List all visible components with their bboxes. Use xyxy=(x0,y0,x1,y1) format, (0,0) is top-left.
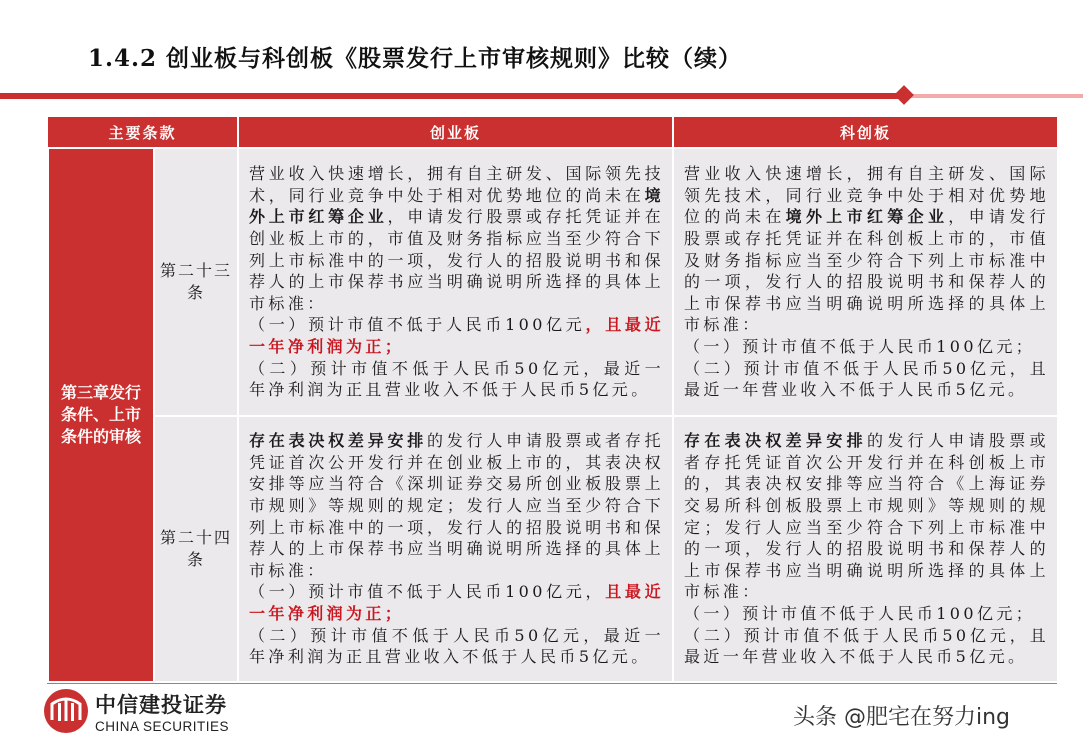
citic-emblem-icon xyxy=(43,688,89,734)
header-star-market: 科创板 xyxy=(673,117,1058,148)
table-row xyxy=(48,416,1058,682)
item-1: （一）预计市值不低于人民币100亿元， xyxy=(249,582,606,602)
logo-cn: 中信建投证券 xyxy=(95,692,227,717)
header-row xyxy=(48,117,1058,148)
text: 营业收入快速增长，拥有自主研发、国际领先技术，同行业竞争中处于相对优势地位的尚未在 xyxy=(249,164,665,205)
bold-text: 存在表决权差异安排 xyxy=(684,431,867,451)
title-divider xyxy=(0,93,905,99)
company-logo xyxy=(43,688,229,734)
header-main-clause: 主要条款 xyxy=(48,117,238,148)
table-row xyxy=(48,148,1058,416)
item-2: （二）预计市值不低于人民币50亿元，且最近一年营业收入不低于人民币5亿元。 xyxy=(684,625,1050,667)
comparison-table xyxy=(47,117,1059,683)
chinext-cell xyxy=(238,148,673,416)
text: ，申请发行股票或存托凭证并在创业板上市的，市值及财务指标应当至少符合下列上市标准中的一项，发行人的招股说明书和保荐人的上市保荐书应当明确说明所选择的具体上市标准： xyxy=(249,207,665,313)
bold-text: 存在表决权差异安排 xyxy=(249,431,428,451)
bold-text: 境外上市红筹企业 xyxy=(249,185,665,227)
title-divider-light xyxy=(905,94,1083,98)
text: 的发行人申请股票或者存托凭证首次公开发行并在科创板上市的，其表决权安排等应当符合《上海证券交易所科创板股票上市规则》等规则的规定；发行人应当至少符合下列上市标准中的一项，发行人的招股说明书和保荐人的上市保荐书应当明确说明所选择的具体上市标准： xyxy=(684,431,1050,602)
page-title: 1.4.2 创业板与科创板《股票发行上市审核规则》比较（续） xyxy=(88,45,743,72)
diamond-marker xyxy=(894,85,914,105)
item-2: （二）预计市值不低于人民币50亿元，且最近一年营业收入不低于人民币5亿元。 xyxy=(684,358,1050,400)
text: ，申请发行股票或存托凭证并在科创板上市的，市值及财务指标应当至少符合下列上市标准中的一项，发行人的招股说明书和保荐人的上市保荐书应当明确说明所选择的具体上市标准： xyxy=(684,207,1050,335)
article-cell: 第二十四条 xyxy=(154,416,238,682)
bold-text: 境外上市红筹企业 xyxy=(785,207,949,227)
item-1: （一）预计市值不低于人民币100亿元； xyxy=(684,603,1036,623)
text: 营业收入快速增长，拥有自主研发、国际领先技术，同行业竞争中处于相对优势地位的尚未在 xyxy=(684,164,1050,227)
highlight-text: ，且最近一年净利润为正； xyxy=(249,315,665,356)
chinext-cell xyxy=(238,416,673,682)
chapter-cell: 第三章发行条件、上市条件的审核 xyxy=(48,148,154,682)
star-market-cell xyxy=(673,148,1058,416)
highlight-text: 且最近一年净利润为正； xyxy=(249,582,665,623)
article-cell: 第二十三条 xyxy=(154,148,238,416)
item-2: （二）预计市值不低于人民币50亿元，最近一年净利润为正且营业收入不低于人民币5亿元。 xyxy=(249,358,665,400)
star-market-cell xyxy=(673,416,1058,682)
text: 的发行人申请股票或者存托凭证首次公开发行并在创业板上市的，其表决权安排等应当符合《深圳证券交易所创业板股票上市规则》等规则的规定；发行人应当至少符合下列上市标准中的一项，发行人的招股说明书和保荐人的上市保荐书应当明确说明所选择的具体上市标准： xyxy=(249,431,665,580)
item-1: （一）预计市值不低于人民币100亿元 xyxy=(249,315,586,335)
footer-divider xyxy=(47,683,1057,684)
watermark: 头条 @肥宅在努力ing xyxy=(793,705,1011,730)
logo-en: CHINA SECURITIES xyxy=(95,718,230,734)
item-1: （一）预计市值不低于人民币100亿元； xyxy=(684,336,1036,356)
item-2: （二）预计市值不低于人民币50亿元，最近一年净利润为正且营业收入不低于人民币5亿元。 xyxy=(249,625,665,667)
header-chinext: 创业板 xyxy=(238,117,673,148)
